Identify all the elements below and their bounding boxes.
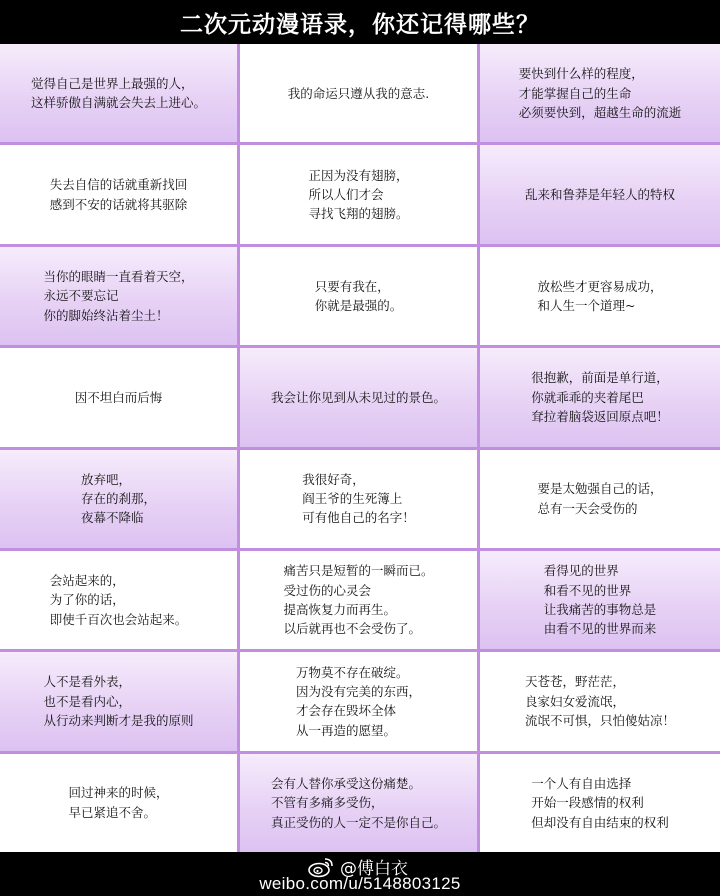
quote-text: 觉得自己是世界上最强的人， 这样骄傲自满就会失去上进心。 [30, 75, 206, 111]
quote-text: 回过神来的时候， 早已紧追不舍。 [68, 785, 169, 820]
quote-grid [0, 44, 720, 852]
quote-cell [0, 145, 237, 243]
quote-text: 一个人有自由选择 开始一段感情的权利 但却没有自由结束的权利 [531, 775, 669, 830]
quote-cell [240, 44, 477, 142]
quote-text: 失去自信的话就重新找回 感到不安的话就将其驱除 [49, 177, 188, 212]
quote-text: 会站起来的， 为了你的话， 即使千百次也会站起来。 [49, 573, 188, 627]
quote-cell [240, 145, 477, 243]
quote-text: 当你的眼睛一直看着天空， 永远不要忘记 你的脚始终沾着尘土！ [43, 268, 194, 323]
quote-text: 人不是看外表， 也不是看内心， 从行动来判断才是我的原则 [43, 674, 194, 729]
quote-text: 万物莫不存在破绽。 因为没有完美的东西， 才会存在毁坏全体 从一再造的愿望。 [295, 664, 421, 738]
quote-text: 我会让你见到从未见过的景色。 [270, 389, 446, 405]
quote-text: 会有人替你承受这份痛楚。 不管有多痛多受伤， 真正受伤的人一定不是你自己。 [270, 775, 446, 830]
quote-cell [0, 348, 237, 446]
quote-cell [480, 247, 720, 345]
watermark-footer [0, 852, 720, 896]
quote-text: 很抱歉，前面是单行道， 你就乖乖的夹着尾巴 耷拉着脑袋返回原点吧！ [531, 370, 669, 424]
quote-cell [240, 652, 477, 750]
quote-text: 我的命运只遵从我的意志. [287, 85, 430, 101]
quote-cell [0, 247, 237, 345]
quote-cell [480, 348, 720, 446]
quote-text: 正因为没有翅膀， 所以人们才会 寻找飞翔的翅膀。 [308, 167, 409, 222]
quote-cell [240, 348, 477, 446]
quote-cell [240, 551, 477, 649]
quote-text: 看得见的世界 和看不见的世界 让我痛苦的事物总是 由看不见的世界而来 [543, 563, 657, 637]
quote-text: 放弃吧， 存在的刹那， 夜幕不降临 [80, 471, 156, 526]
quote-cell [480, 44, 720, 142]
quote-text: 我很好奇， 阎王爷的生死簿上 可有他自己的名字！ [302, 471, 415, 526]
quote-text: 乱来和鲁莽是年轻人的特权 [524, 186, 675, 202]
quote-cell [480, 754, 720, 852]
quote-cell [0, 652, 237, 750]
quote-cell [240, 450, 477, 548]
quote-text: 因不坦白而后悔 [74, 389, 163, 405]
quote-cell [0, 44, 237, 142]
quote-text: 痛苦只是短暂的一瞬而已。 受过伤的心灵会 提高恢复力而再生。 以后就再也不会受伤了。 [283, 563, 434, 637]
quote-text: 要是太勉强自己的话， 总有一天会受伤的 [537, 481, 663, 516]
quote-cell [480, 652, 720, 750]
quote-cell [0, 551, 237, 649]
quote-text: 天苍苍，野茫茫， 良家妇女爱流氓， 流氓不可惧，只怕傻姑凉！ [524, 674, 675, 729]
quote-cell [240, 247, 477, 345]
page-title: 二次元动漫语录，你还记得哪些？ [0, 0, 720, 44]
quote-text: 要快到什么样的程度， 才能掌握自己的生命 必须要快到，超越生命的流逝 [518, 66, 682, 120]
quote-cell [480, 450, 720, 548]
quote-text: 放松些才更容易成功， 和人生一个道理~ [537, 278, 663, 313]
quote-cell [480, 145, 720, 243]
quote-cell [0, 754, 237, 852]
quote-cell [240, 754, 477, 852]
weibo-username: @傅白衣 [340, 859, 408, 879]
quote-cell [480, 551, 720, 649]
quote-cell [0, 450, 237, 548]
weibo-url: weibo.com/u/5148803125 [259, 874, 461, 893]
quote-text: 只要有我在， 你就是最强的。 [314, 278, 403, 313]
